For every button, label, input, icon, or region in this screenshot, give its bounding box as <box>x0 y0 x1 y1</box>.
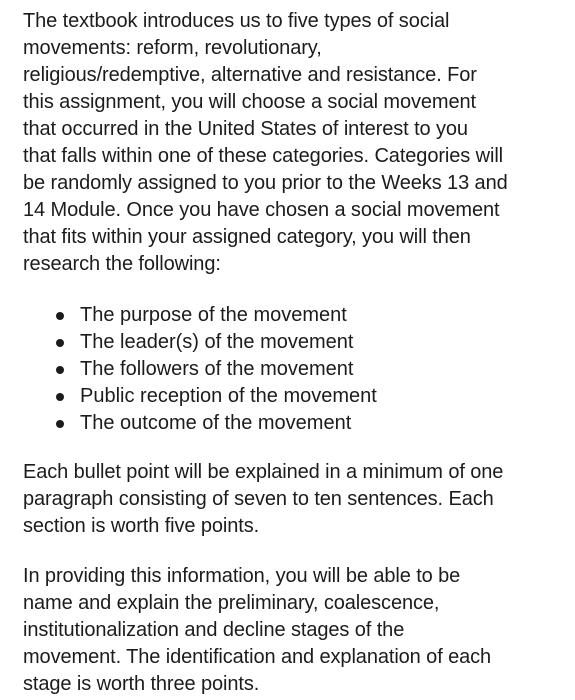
stages-paragraph <box>23 563 571 698</box>
text-line: name and explain the preliminary, coalescence, <box>23 592 440 614</box>
text-line: In providing this information, you will be able to be <box>23 565 461 587</box>
list-item-label: The outcome of the movement <box>80 412 352 434</box>
text-line: research the following: <box>23 253 221 275</box>
list-item <box>54 383 571 410</box>
text-line: section is worth five points. <box>23 515 260 537</box>
text-line: institutionalization and decline stages of the <box>23 619 405 641</box>
bullet-icon <box>56 393 64 401</box>
text-line: that falls within one of these categories. Categories will <box>23 145 504 167</box>
bullet-icon <box>56 366 64 374</box>
text-line: religious/redemptive, alternative and resistance. For <box>23 64 477 86</box>
intro-paragraph <box>23 8 571 278</box>
list-item-label: Public reception of the movement <box>80 385 377 407</box>
text-line: this assignment, you will choose a social movement <box>23 91 476 113</box>
bullet-icon <box>56 312 64 320</box>
list-item-label: The leader(s) of the movement <box>80 331 354 353</box>
text-line: 14 Module. Once you have chosen a social movement <box>23 199 500 221</box>
text-line: paragraph consisting of seven to ten sentences. Each <box>23 488 494 510</box>
text-line: movements: reform, revolutionary, <box>23 37 322 59</box>
list-item <box>54 329 571 356</box>
list-item <box>54 410 571 437</box>
list-item <box>54 356 571 383</box>
research-topics-list <box>54 302 571 437</box>
text-line: stage is worth three points. <box>23 673 260 695</box>
grading-paragraph <box>23 459 571 540</box>
list-item-label: The purpose of the movement <box>80 304 347 326</box>
bullet-icon <box>56 339 64 347</box>
assignment-document <box>23 8 571 698</box>
text-line: that occurred in the United States of interest to you <box>23 118 468 140</box>
list-item-label: The followers of the movement <box>80 358 354 380</box>
list-item <box>54 302 571 329</box>
text-line: be randomly assigned to you prior to the Weeks 13 and <box>23 172 508 194</box>
text-line: Each bullet point will be explained in a minimum of one <box>23 461 504 483</box>
text-line: movement. The identification and explanation of each <box>23 646 492 668</box>
bullet-icon <box>56 420 64 428</box>
text-line: that fits within your assigned category, you will then <box>23 226 471 248</box>
text-line: The textbook introduces us to five types of social <box>23 10 450 32</box>
